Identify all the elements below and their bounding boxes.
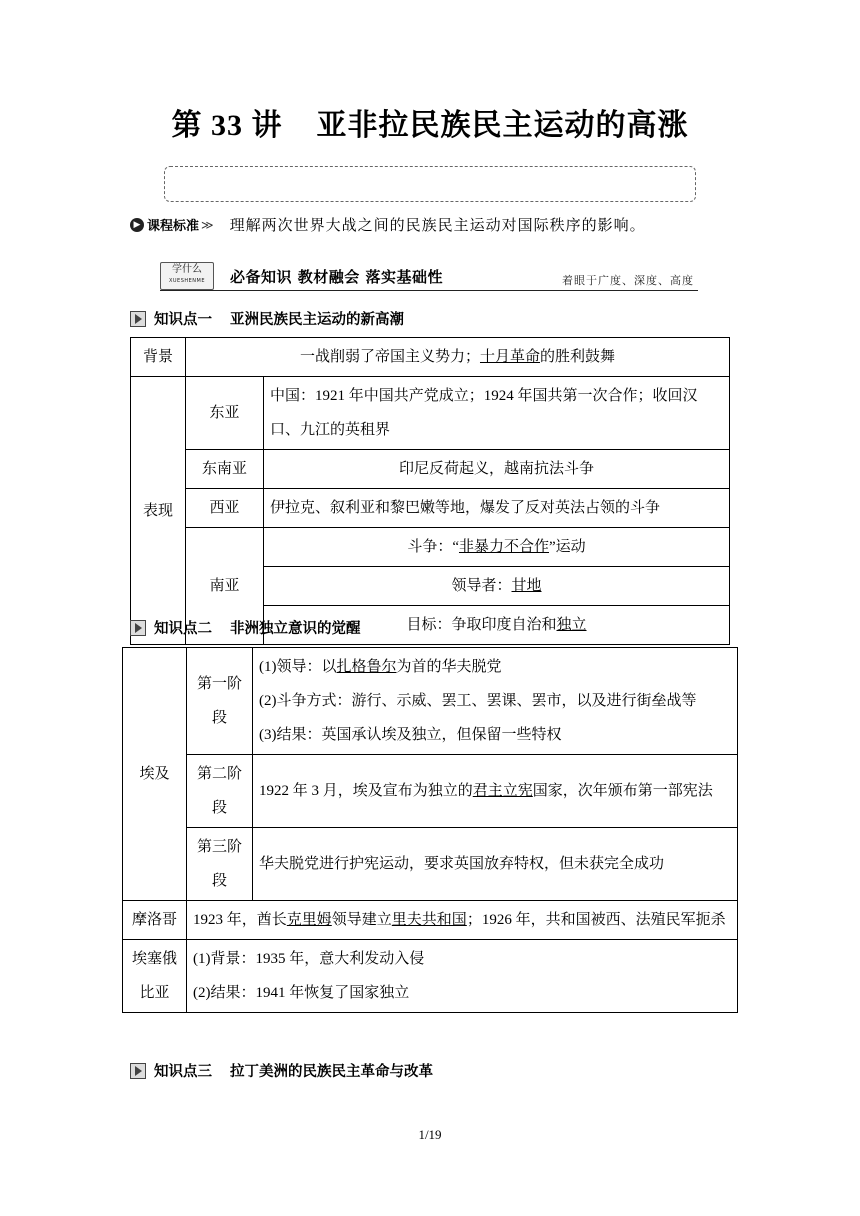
course-standard: [130, 214, 646, 235]
table-row: [123, 901, 738, 940]
stage-1-leader: [259, 650, 731, 684]
table-row: [131, 377, 730, 450]
section-title: 亚洲民族民主运动的新高潮: [230, 312, 404, 328]
region-east-asia: 东亚: [186, 377, 264, 450]
ethiopia-background: (1)背景：1935 年，意大利发动入侵: [193, 951, 425, 967]
text: ”运动: [549, 539, 586, 555]
text: 目标：争取印度自治和: [406, 617, 557, 633]
west-asia-cell: 伊拉克、叙利亚和黎巴嫩等地，爆发了反对英法占领的斗争: [264, 489, 730, 528]
play-triangle-icon: [130, 620, 146, 636]
section-label: 知识点一: [154, 312, 212, 328]
underlined-term: 君主立宪: [472, 783, 533, 799]
africa-table: [122, 647, 738, 1013]
arrow-circle-icon: ▶: [130, 218, 144, 232]
region-southeast-asia: 东南亚: [186, 450, 264, 489]
underlined-term: 独立: [556, 617, 587, 633]
underlined-term: 里夫共和国: [391, 912, 467, 928]
dashed-note-box: [164, 166, 696, 202]
text: ；1926 年，共和国被西、法殖民军扼杀: [466, 912, 726, 928]
stage-1-cell: [253, 648, 738, 755]
table-row: [123, 828, 738, 901]
banner-main-text: 必备知识 教材融会 落实基础性: [230, 268, 443, 286]
text: 领导建立: [331, 912, 392, 928]
stage-1-methods: (2)斗争方式：游行、示威、罢工、罢课、罢市，以及进行街垒战等: [259, 693, 697, 709]
section-label: 知识点二: [154, 621, 212, 637]
text: 1923 年，酋长: [193, 912, 287, 928]
stage-2-cell: [253, 755, 738, 828]
underlined-term: 扎格鲁尔: [336, 659, 397, 675]
underlined-term: 非暴力不合作: [458, 539, 549, 555]
underlined-term: 十月革命: [479, 349, 540, 365]
stage-3-cell: 华夫脱党进行护宪运动，要求英国放弃特权，但未获完全成功: [253, 828, 738, 901]
table-row: [131, 489, 730, 528]
play-triangle-icon: [130, 311, 146, 327]
section-heading-1: [130, 308, 404, 329]
text: 国家，次年颁布第一部宪法: [532, 783, 713, 799]
text: 领导者：: [451, 578, 512, 594]
table-row: [131, 450, 730, 489]
text: 为首的华夫脱党: [396, 659, 502, 675]
country-morocco: 摩洛哥: [123, 901, 187, 940]
east-asia-cell: 中国：1921 年中国共产党成立；1924 年国共第一次合作；收回汉口、九江的英租界: [264, 377, 730, 450]
section-heading-2: [130, 617, 361, 638]
south-asia-struggle: [264, 528, 730, 567]
region-west-asia: 西亚: [186, 489, 264, 528]
row-header-background: 背景: [131, 338, 186, 377]
course-standard-label: 课程标准: [147, 219, 200, 234]
section-title: 非洲独立意识的觉醒: [230, 621, 361, 637]
ethiopia-result: (2)结果：1941 年恢复了国家独立: [193, 985, 410, 1001]
table-row: [123, 648, 738, 755]
south-asia-leader: [264, 567, 730, 606]
morocco-cell: [187, 901, 738, 940]
lesson-title: 亚非拉民族民主运动的高涨: [316, 109, 689, 142]
southeast-asia-cell: 印尼反荷起义，越南抗法斗争: [264, 450, 730, 489]
section-banner: [160, 262, 698, 291]
text: 的胜利鼓舞: [540, 349, 616, 365]
text: 一战削弱了帝国主义势力；: [299, 349, 480, 365]
page-title: [0, 100, 860, 144]
section-label: 知识点三: [154, 1064, 212, 1080]
table-row: [123, 755, 738, 828]
stage-3-label: 第三阶段: [187, 828, 253, 901]
page-number: 1/19: [418, 1127, 442, 1142]
course-standard-text: 理解两次世界大战之间的民族民主运动对国际秩序的影响。: [229, 216, 646, 234]
stage-1-result: (3)结果：英国承认埃及独立，但保留一些特权: [259, 727, 562, 743]
country-ethiopia: 埃塞俄比亚: [123, 940, 187, 1013]
underlined-term: 甘地: [511, 578, 542, 594]
ethiopia-cell: [187, 940, 738, 1013]
play-triangle-icon: [130, 1063, 146, 1079]
region-south-asia: 南亚: [186, 528, 264, 645]
section-title: 拉丁美洲的民族民主革命与改革: [230, 1064, 433, 1080]
asia-table: [130, 337, 730, 645]
text: (1)领导：以: [259, 659, 337, 675]
text: 斗争：“: [407, 539, 459, 555]
double-arrow-icon: ≫: [201, 217, 214, 232]
banner-logo-text: 学什么: [172, 264, 202, 275]
section-heading-3: [130, 1060, 433, 1081]
table-row: [123, 940, 738, 1013]
banner-right-text: 着眼于广度、深度、高度: [562, 274, 694, 287]
stage-1-label: 第一阶段: [187, 648, 253, 755]
background-cell: [186, 338, 730, 377]
country-egypt: 埃及: [123, 648, 187, 901]
text: 1922 年 3 月，埃及宣布为独立的: [259, 783, 473, 799]
banner-logo: [160, 262, 214, 290]
row-header-performance: 表现: [131, 377, 186, 645]
lesson-number: 第 33 讲: [171, 109, 283, 142]
table-row: [131, 528, 730, 567]
table-row: [131, 338, 730, 377]
banner-logo-subtext: XUESHENME: [168, 278, 206, 284]
underlined-term: 克里姆: [286, 912, 332, 928]
stage-2-label: 第二阶段: [187, 755, 253, 828]
